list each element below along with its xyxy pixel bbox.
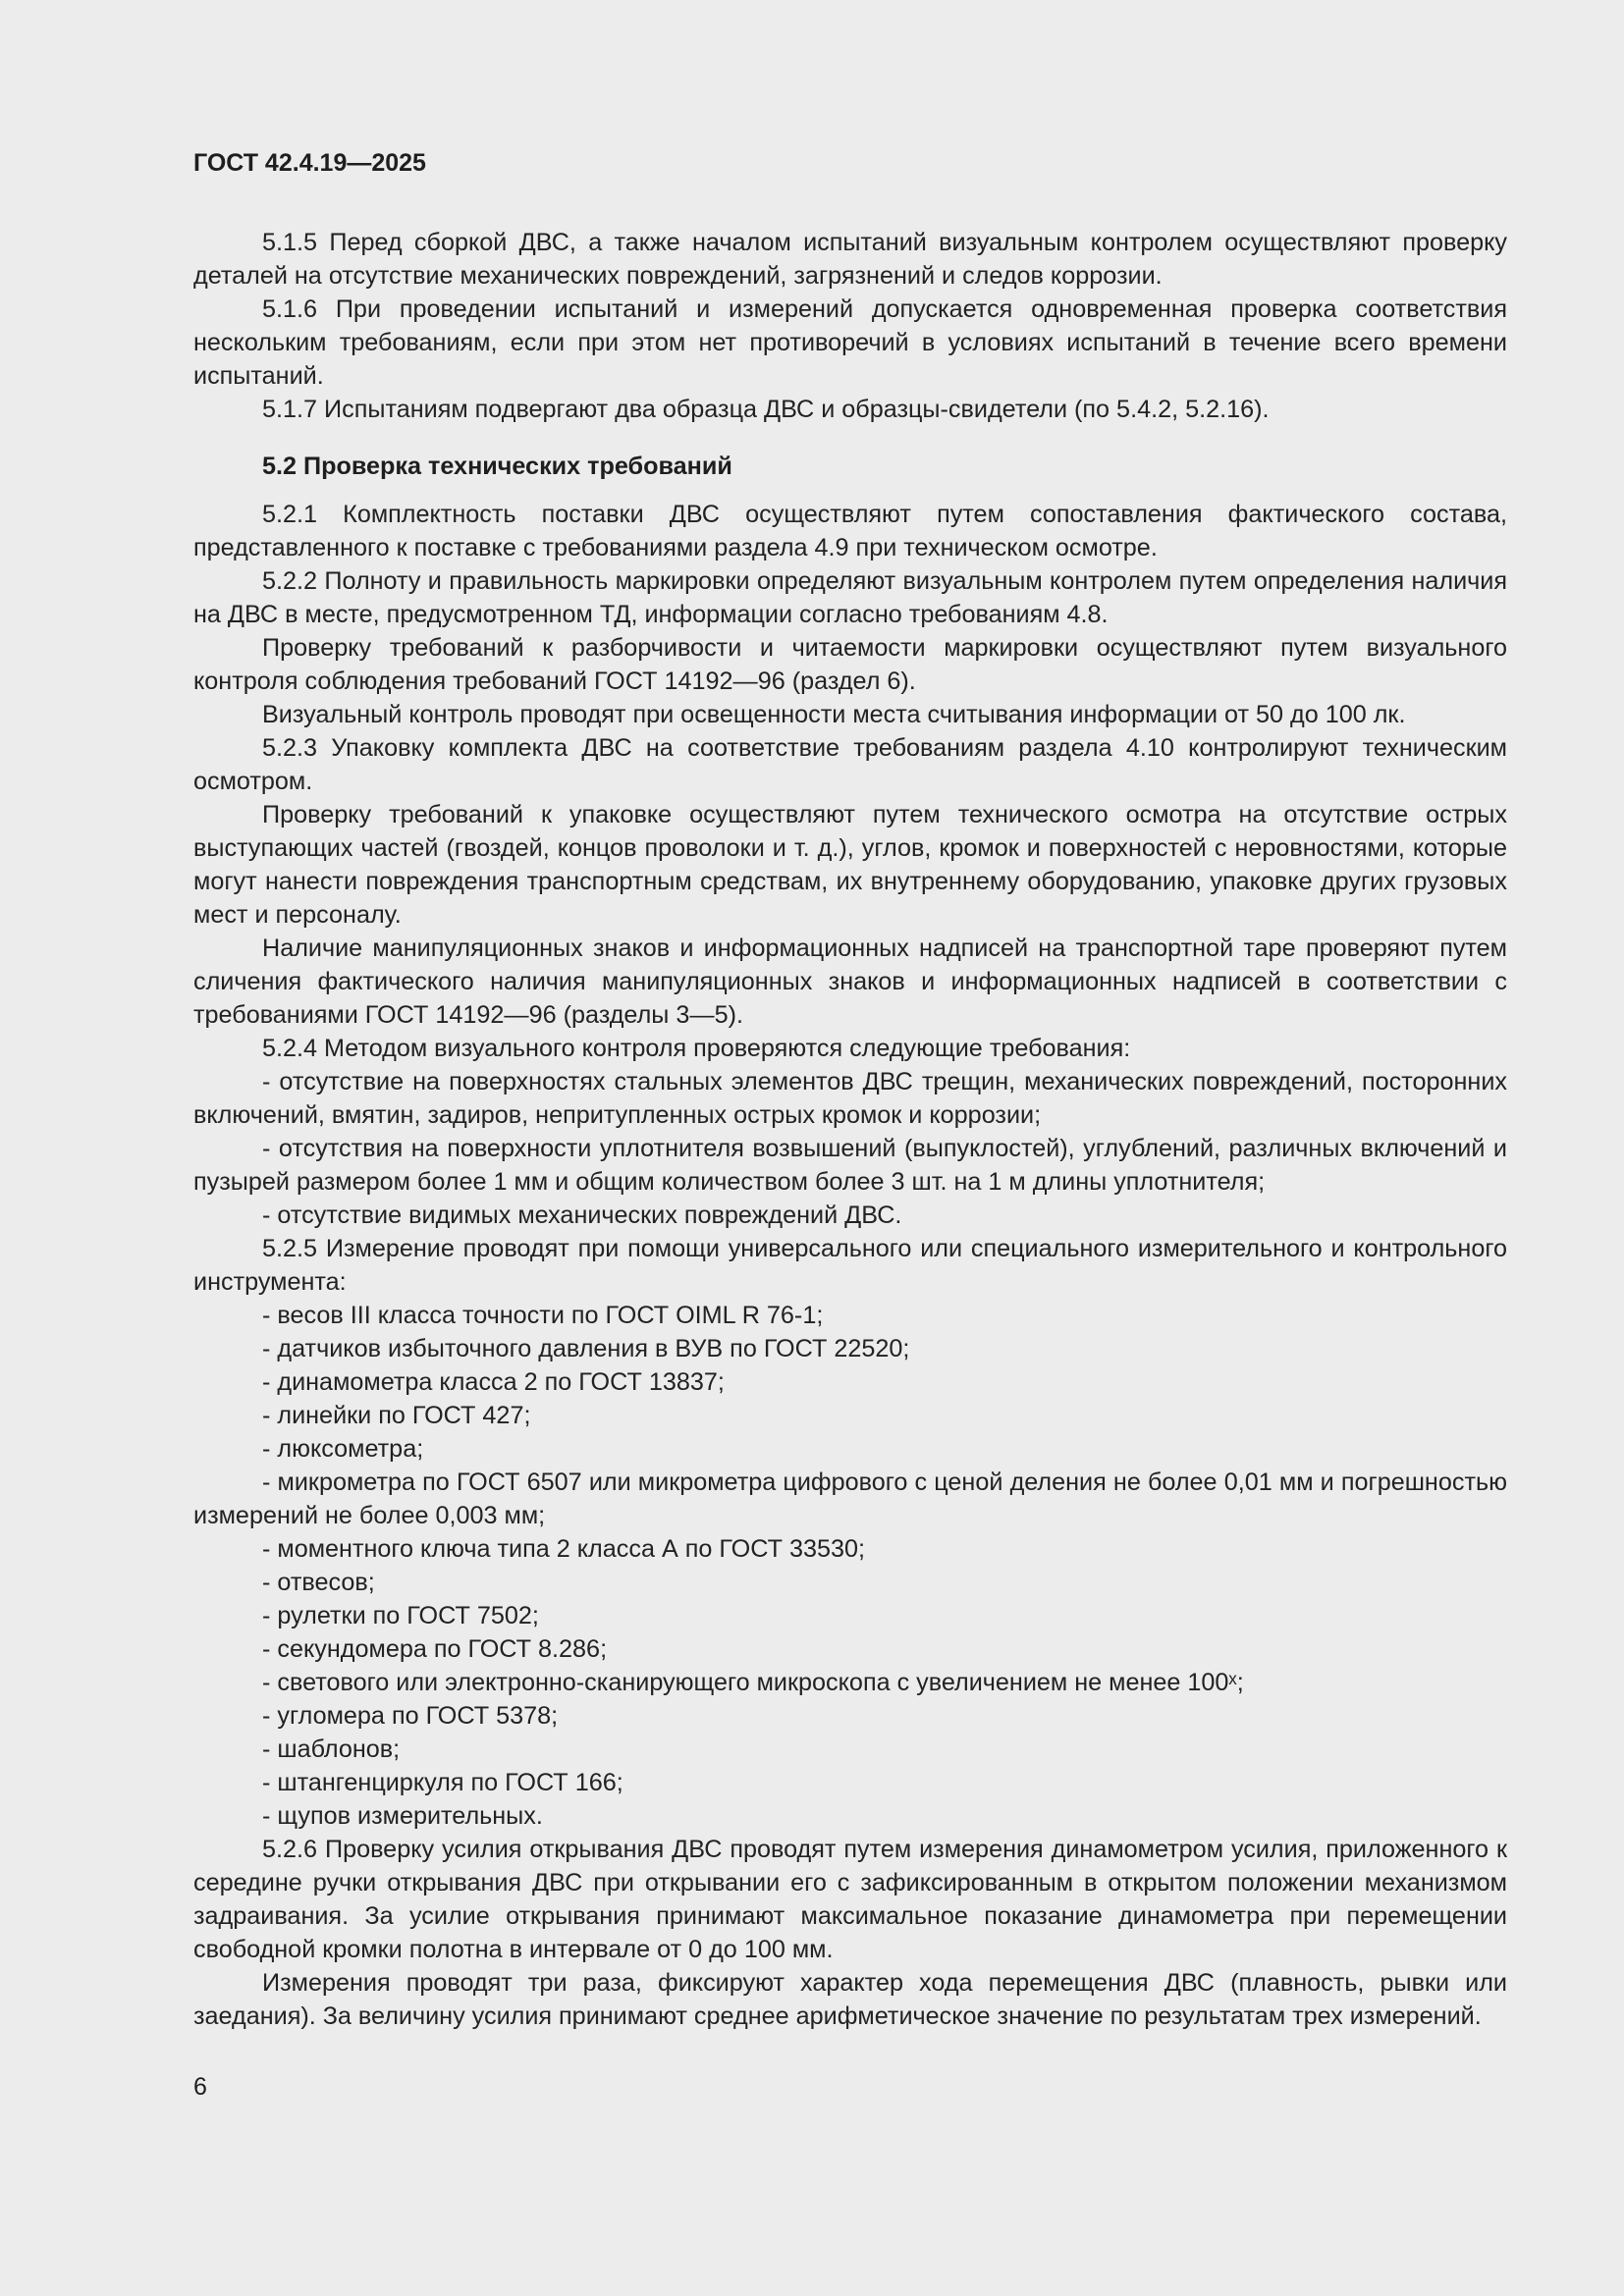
paragraph: Проверку требований к разборчивости и читаемости маркировки осуществляют путем визуального контроля соблюдения требований ГОСТ 14192—96 (раздел 6). bbox=[193, 634, 1507, 695]
paragraph: 5.1.6 При проведении испытаний и измерений допускается одновременная проверка соответствия нескольким требованиям, если при этом нет противоречий в условиях испытаний в течение всего времени испытаний. bbox=[193, 295, 1507, 390]
list-item: - отсутствия на поверхности уплотнителя возвышений (выпуклостей), углублений, различных включений и пузырей размером более 1 мм и общим количеством более 3 шт. на 1 м длины уплотнителя; bbox=[193, 1135, 1507, 1196]
paragraph: Измерения проводят три раза, фиксируют характер хода перемещения ДВС (плавность, рывки или заедания). За величину усилия принимают среднее арифметическое значение по результатам трех измерений. bbox=[193, 1969, 1507, 2030]
list-item: - щупов измерительных. bbox=[262, 1802, 543, 1830]
section-5-2 bbox=[193, 498, 1507, 2033]
paragraph: 5.2.2 Полноту и правильность маркировки определяют визуальным контролем путем определения наличия на ДВС в месте, предусмотренном ТД, информации согласно требованиям 4.8. bbox=[193, 567, 1507, 628]
list-item: - светового или электронно-сканирующего микроскопа с увеличением не менее 100ˣ; bbox=[262, 1669, 1244, 1696]
list-item: - отсутствие видимых механических повреждений ДВС. bbox=[262, 1201, 902, 1229]
list-item: - моментного ключа типа 2 класса А по ГОСТ 33530; bbox=[262, 1535, 865, 1563]
section-5-1 bbox=[193, 226, 1507, 426]
list-item: - отсутствие на поверхностях стальных элементов ДВС трещин, механических повреждений, посторонних включений, вмятин, задиров, непритупленных острых кромок и коррозии; bbox=[193, 1068, 1507, 1129]
document-header: ГОСТ 42.4.19—2025 bbox=[193, 149, 426, 177]
list-item: - люксометра; bbox=[262, 1435, 424, 1463]
paragraph: Проверку требований к упаковке осуществляют путем технического осмотра на отсутствие острых выступающих частей (гвоздей, концов проволоки и т. д.), углов, кромок и поверхностей с неровностями, которые могут нанести повреждения транспортным средствам, их внутреннему оборудованию, упаковке других грузовых мест и персоналу. bbox=[193, 801, 1507, 929]
list-item: - отвесов; bbox=[262, 1569, 375, 1596]
document-body bbox=[193, 226, 1507, 2033]
list-item: - рулетки по ГОСТ 7502; bbox=[262, 1602, 539, 1629]
paragraph: 5.2.1 Комплектность поставки ДВС осуществляют путем сопоставления фактического состава, представленного к поставке с требованиями раздела 4.9 при техническом осмотре. bbox=[193, 501, 1507, 561]
list-item: - секундомера по ГОСТ 8.286; bbox=[262, 1635, 608, 1663]
paragraph: 5.2.4 Методом визуального контроля проверяются следующие требования: bbox=[262, 1035, 1131, 1062]
page-number: 6 bbox=[193, 2073, 207, 2101]
paragraph: 5.2.3 Упаковку комплекта ДВС на соответствие требованиям раздела 4.10 контролируют техническим осмотром. bbox=[193, 734, 1507, 795]
section-heading: 5.2 Проверка технических требований bbox=[262, 453, 732, 480]
list-item: - штангенциркуля по ГОСТ 166; bbox=[262, 1769, 623, 1796]
list-item: - угломера по ГОСТ 5378; bbox=[262, 1702, 559, 1730]
paragraph: Визуальный контроль проводят при освещенности места считывания информации от 50 до 100 лк. bbox=[262, 701, 1406, 728]
list-item: - весов III класса точности по ГОСТ OIML R 76-1; bbox=[262, 1302, 824, 1329]
list-item: - линейки по ГОСТ 427; bbox=[262, 1402, 531, 1429]
paragraph: 5.2.5 Измерение проводят при помощи универсального или специального измерительного и контрольного инструмента: bbox=[193, 1235, 1507, 1296]
list-item: - шаблонов; bbox=[262, 1735, 401, 1763]
list-item: - динамометра класса 2 по ГОСТ 13837; bbox=[262, 1368, 725, 1396]
paragraph: Наличие манипуляционных знаков и информационных надписей на транспортной таре проверяют путем сличения фактического наличия манипуляционных знаков и информационных надписей в соответствии с требованиями ГОСТ 14192—96 (разделы 3—5). bbox=[193, 934, 1507, 1029]
paragraph: 5.1.7 Испытаниям подвергают два образца ДВС и образцы-свидетели (по 5.4.2, 5.2.16). bbox=[262, 396, 1270, 423]
list-item: - микрометра по ГОСТ 6507 или микрометра цифрового с ценой деления не более 0,01 мм и погрешностью измерений не более 0,003 мм; bbox=[193, 1468, 1507, 1529]
list-item: - датчиков избыточного давления в ВУВ по ГОСТ 22520; bbox=[262, 1335, 910, 1362]
paragraph: 5.2.6 Проверку усилия открывания ДВС проводят путем измерения динамометром усилия, приложенного к середине ручки открывания ДВС при открывании его с зафиксированным в открытом положении механизмом задраивания. За усилие открывания принимают максимальное показание динамометра при перемещении свободной кромки полотна в интервале от 0 до 100 мм. bbox=[193, 1836, 1507, 1963]
paragraph: 5.1.5 Перед сборкой ДВС, а также началом испытаний визуальным контролем осуществляют проверку деталей на отсутствие механических повреждений, загрязнений и следов коррозии. bbox=[193, 229, 1507, 290]
